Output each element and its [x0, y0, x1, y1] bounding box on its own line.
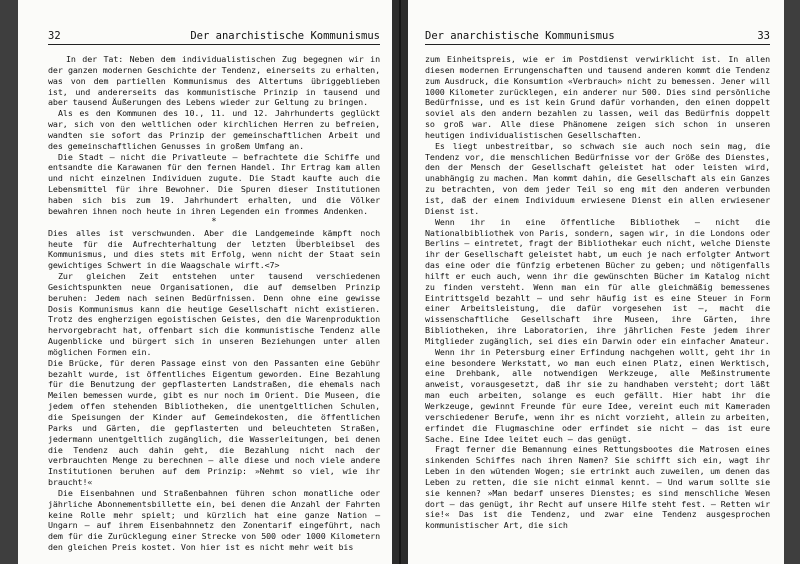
paragraph: Die Eisenbahnen und Straßenbahnen führen schon monatliche oder jährliche Abonnementsbillette ein, bei denen die Anzahl der Fahrten keine Rolle mehr spielt; und kürzlich hat eine ganze Nation – Ungarn – auf ihrem Eisenbahnnetz den Zonentarif eingeführt, nach dem für die Zurücklegung einer Strecke von 500 oder 1000 Kilometern den gleichen Preis kostet. Von hier ist es nicht mehr weit bis — [48, 487, 380, 553]
left-page-header — [48, 30, 380, 45]
paragraph: Es liegt unbestreitbar, so schwach sie auch noch sein mag, die Tendenz vor, die menschlichen Bedürfnisse vor der Größe des Dienstes, den der Mensch der Gesellschaft geleistet hat oder leisten wird, unabhängig zu machen. Man kommt dahin, die Gesellschaft als ein Ganzes zu betrachten, von dem jeder Teil so eng mit den anderen verbunden ist, daß der einem Individuum erwiesene Dienst ein allen erwiesener Dienst ist. — [425, 140, 770, 216]
paragraph: Wenn ihr in Petersburg einer Erfindung nachgehen wollt, geht ihr in eine besondere Werkstatt, wo man euch einen Platz, einen Werktisch, eine Drehbank, alle notwendigen Werkzeuge, alle Meßinstrumente anweist, vorausgesetzt, daß ihr sie zu handhaben versteht; dort läßt man euch arbeiten, solange es euch gefällt. Hier habt ihr die Werkzeuge, gewinnt Freunde für eure Idee, vereint euch mit Kameraden verschiedener Berufe, wenn ihr es nicht vorzieht, allein zu arbeiten, erfindet die Flugmaschine oder erfindet sie nicht – das ist eure Sache. Eine Idee leitet euch – das genügt. — [425, 346, 770, 444]
paragraph: Die Brücke, für deren Passage einst von den Passanten eine Gebühr bezahlt wurde, ist öffentliches Eigentum geworden. Eine Bezahlung für die Benutzung der gepflasterten Landstraßen, die ehemals nach Meilen bemessen wurde, gibt es nur noch im Orient. Die Museen, die jedem offen stehenden Bibliotheken, die unentgeltlichen Schulen, die Speisungen der Kinder auf Gemeindekosten, die öffentlichen Parks und Gärten, die gepflasterten und beleuchteten Straßen, jedermann unentgeltlich zugänglich, die Wasserleitungen, bei denen die Tendenz auch dahin geht, die Bezahlung nicht nach der verbrauchten Menge zu berechnen – alle diese und noch viele andere Institutionen beruhen auf dem Prinzip: »Nehmt so viel, wie ihr braucht!« — [48, 357, 380, 488]
paragraph: Wenn ihr in eine öffentliche Bibliothek – nicht die Nationalbibliothek von Paris, sondern, sagen wir, in die Londons oder Berlins – eintretet, fragt der Bibliothekar euch nicht, welche Dienste ihr der Gesellschaft geleistet habt, um euch je nach erfolgter Antwort das eine oder die fünfzig erbetenen Bücher zu geben; und nötigenfalls hilft er euch auch, wenn ihr die gewünschten Bücher im Katalog nicht zu finden versteht. Wenn man ein für alle gleichmäßig bemessenes Eintrittsgeld bezahlt – und sehr häufig ist es eine Steuer in Form einer Arbeitsleistung, die dafür vorgesehen ist –, macht die wissenschaftliche Gesellschaft ihre Museen, ihre Gärten, ihre Bibliotheken, ihre Laboratorien, ihre jährlichen Feste jedem ihrer Mitglieder zugänglich, sei dies ein Darwin oder ein einfacher Amateur. — [425, 216, 770, 346]
right-page-header — [425, 30, 770, 45]
running-head-right: Der anarchistische Kommunismus — [425, 30, 615, 42]
paragraph: zum Einheitspreis, wie er im Postdienst verwirklicht ist. In allen diesen modernen Errungenschaften und tausend anderen kommt die Tendenz zum Ausdruck, die Konsumtion «Verbrauch» nicht zu bemessen. Jener will 1000 Kilometer zurücklegen, ein anderer nur 500. Dies sind persönliche Bedürfnisse, und es ist kein Grund dafür vorhanden, den einen doppelt soviel als den andern bezahlen zu lassen, weil das Bedürfnis doppelt so groß war. Alle diese Phänomene zeigen sich schon in unseren heutigen individualistischen Gesellschaften. — [425, 54, 770, 140]
paragraph: Zur gleichen Zeit entstehen unter tausend verschiedenen Gesichtspunkten neue Organisationen, die auf demselben Prinzip beruhen: Jedem nach seinen Bedürfnissen. Denn ohne eine gewisse Dosis Kommunismus kann die heutige Gesellschaft nicht existieren. Trotz des engherzigen egoistischen Geistes, den die Warenproduktion hervorgebracht hat, offenbart sich die kommunistische Tendenz alle Augenblicke und bürgert sich in unseren Beziehungen unter allen möglichen Formen ein. — [48, 271, 380, 357]
left-page-body — [48, 54, 380, 553]
page-number-right: 33 — [757, 30, 770, 42]
paragraph: Fragt ferner die Bemannung eines Rettungsbootes die Matrosen eines sinkenden Schiffes nach ihren Namen? Sie schifft sich ein, wagt ihr Leben in den wütenden Wogen; sie ertrinkt auch zuweilen, um denen das Leben zu retten, die sie nicht einmal kennt. – Und warum sollte sie sie kennen? »Man bedarf unseres Dienstes; es sind menschliche Wesen dort – das genügt, ihr Recht auf unsere Hilfe steht fest. – Retten wir sie!« Das ist die Tendenz, und zwar eine Tendenz ausgesprochen kommunistischer Art, die sich — [425, 444, 770, 531]
book-gutter — [392, 0, 408, 564]
section-divider-asterisk: * — [211, 216, 217, 227]
page-number-left: 32 — [48, 30, 61, 42]
running-head-left: Der anarchistische Kommunismus — [190, 30, 380, 42]
paragraph: Dies alles ist verschwunden. Aber die Landgemeinde kämpft noch heute für die Aufrechterhaltung der letzten Überbleibsel des Kommunismus, und dies stets mit Erfolg, wenn nicht der Staat sein gewichtiges Schwert in die Waagschale wirft.<7> — [48, 227, 380, 271]
right-page-body — [425, 54, 770, 531]
paragraph: Als es den Kommunen des 10., 11. und 12. Jahrhunderts geglückt war, sich von den weltlichen oder kirchlichen Herren zu befreien, wandten sie sofort das Prinzip der gemeinschaftlichen Arbeit und des gemeinschaftlichen Genusses in großem Umfang an. — [48, 108, 380, 151]
paragraph: In der Tat: Neben dem individualistischen Zug begegnen wir in der ganzen modernen Geschichte der Tendenz, einerseits zu erhalten, was von dem partiellen Kommunismus des Altertums übriggeblieben ist, und andererseits das kommunistische Prinzip in tausend und aber tausend Äußerungen des Lebens wieder zur Geltung zu bringen. — [48, 54, 380, 108]
right-page — [408, 0, 784, 564]
left-page — [18, 0, 392, 564]
paragraph: Die Stadt – nicht die Privatleute – befrachtete die Schiffe und entsandte die Karawanen für den fernen Handel. Ihr Ertrag kam allen und nicht einzelnen Individuen zugute. Die Stadt kaufte auch die Lebensmittel für ihre Bewohner. Die Spuren dieser Institutionen haben sich bis zum 19. Jahrhundert erhalten, und die Völker bewahren ihnen noch heute in ihren Legenden ein frommes Andenken. — [48, 151, 380, 216]
